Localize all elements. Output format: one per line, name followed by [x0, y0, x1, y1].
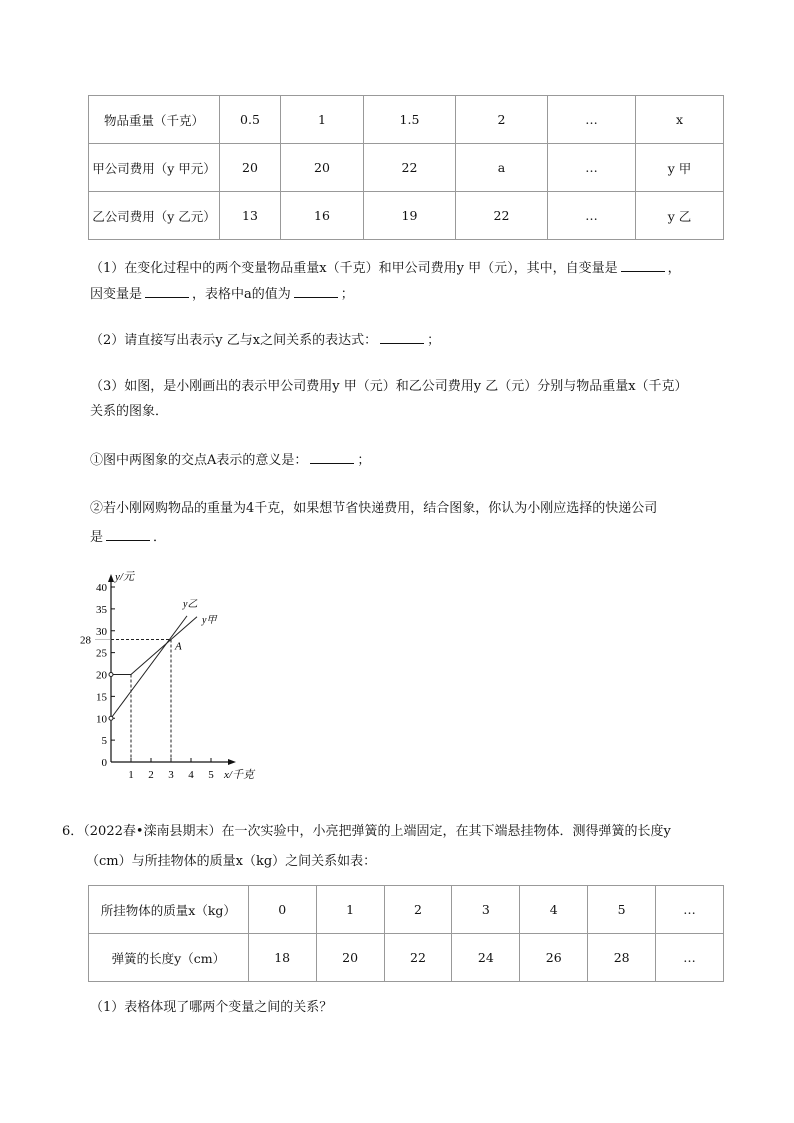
table-cell: 22: [364, 144, 456, 192]
table-spring-length: [88, 885, 724, 982]
q3a-line: [90, 449, 370, 468]
q6-line2: （cm）与所挂物体的质量x（kg）之间关系如表：: [86, 854, 377, 869]
y-tick-label: 0: [101, 757, 107, 769]
q1-text: ，表格中a的值为: [192, 287, 291, 302]
table-row: [89, 192, 724, 240]
y-axis-arrow-icon: [108, 574, 114, 582]
x-axis-arrow-icon: [228, 759, 236, 765]
q3-line1: （3）如图，是小刚画出的表示甲公司费用y 甲（元）和乙公司费用y 乙（元）分别与物品重量x（千克）: [90, 379, 688, 394]
punct: ；: [357, 453, 371, 468]
cost-chart: [71, 560, 286, 790]
open-point: [109, 673, 113, 677]
q2-line: [90, 329, 440, 348]
table-cell: …: [548, 96, 636, 144]
answer-blank[interactable]: [310, 451, 354, 464]
table-cell: 1: [281, 96, 364, 144]
table-row: [89, 934, 724, 982]
table-cell: 20: [220, 144, 281, 192]
table-row: [89, 144, 724, 192]
q3-line2: 关系的图象．: [90, 404, 169, 419]
table-cell: y 甲: [636, 144, 724, 192]
table-row: [89, 96, 724, 144]
table-cell: 4: [520, 886, 588, 934]
y-tick-label: 40: [96, 582, 107, 594]
table-cell: 26: [520, 934, 588, 982]
q2-text: （2）请直接写出表示y 乙与x之间关系的表达式：: [90, 333, 378, 348]
x-tick-label: 4: [188, 769, 194, 781]
dashed-guide: [111, 640, 171, 763]
q1-line1: [90, 257, 681, 276]
x-tick-label: 5: [208, 769, 214, 781]
q3b-text: 是: [90, 530, 104, 545]
q1-text: 因变量是: [90, 287, 143, 302]
table-cell: 2: [456, 96, 548, 144]
table-cell: y 乙: [636, 192, 724, 240]
y-tick-label: 5: [101, 735, 107, 748]
q3b-line1: ②若小刚网购物品的重量为4千克，如果想节省快递费用，结合图象，你认为小刚应选择的快递公司: [90, 501, 658, 516]
x-tick-label: 1: [128, 769, 134, 781]
y-tick-label: 25: [96, 647, 107, 660]
table-cell: 28: [588, 934, 656, 982]
answer-blank[interactable]: [294, 285, 338, 298]
q1-line2: [90, 283, 354, 302]
table-cell: …: [548, 144, 636, 192]
table-cell: 2: [384, 886, 452, 934]
x-tick-label: 3: [168, 769, 174, 781]
y-tick-label: 20: [96, 669, 107, 682]
q3a-text: ①图中两图象的交点A表示的意义是：: [90, 453, 308, 468]
table-cell: 24: [452, 934, 520, 982]
table-cell: 16: [281, 192, 364, 240]
table-cell: 18: [248, 934, 316, 982]
row-header: 甲公司费用（y 甲元）: [89, 144, 220, 192]
answer-blank[interactable]: [380, 331, 424, 344]
open-point: [109, 716, 113, 720]
q1-text: （1）在变化过程中的两个变量物品重量x（千克）和甲公司费用y 甲（元），其中，自变量是: [90, 261, 618, 276]
table-cell: 22: [384, 934, 452, 982]
q3b-line2: [90, 526, 166, 545]
table-cell: …: [656, 886, 724, 934]
q6-sub1: （1）表格体现了哪两个变量之间的关系？: [90, 1000, 333, 1015]
answer-blank[interactable]: [145, 285, 189, 298]
y-tick-label: 30: [96, 625, 107, 638]
table-cell: …: [656, 934, 724, 982]
table-cell: 20: [316, 934, 384, 982]
x-tick-label: 2: [148, 769, 154, 781]
q6-line1: 6．（2022春•滦南县期末）在一次实验中，小亮把弹簧的上端固定，在其下端悬挂物体．测得弹簧的长度y: [62, 824, 671, 839]
table-cell: …: [548, 192, 636, 240]
point-a-label: A: [175, 640, 182, 653]
y-tick-label: 35: [96, 603, 107, 616]
y-tick-label: 28: [80, 634, 91, 647]
answer-blank[interactable]: [106, 528, 150, 541]
series-label-jia: y甲: [202, 615, 217, 626]
table-cell: 0: [248, 886, 316, 934]
punct: ；: [427, 333, 441, 348]
row-header: 物品重量（千克）: [89, 96, 220, 144]
y-tick-label: 10: [96, 713, 107, 726]
table-cell: a: [456, 144, 548, 192]
series-line-jia: [111, 617, 197, 675]
series-label-yi: y乙: [183, 599, 198, 610]
table-cell: 0.5: [220, 96, 281, 144]
table-cell: 3: [452, 886, 520, 934]
punct: ，: [667, 261, 681, 276]
table-cell: 1.5: [364, 96, 456, 144]
table-cell: 5: [588, 886, 656, 934]
table-cell: 22: [456, 192, 548, 240]
row-header: 弹簧的长度y（cm）: [89, 934, 249, 982]
row-header: 所挂物体的质量x（kg）: [89, 886, 249, 934]
punct: ．: [153, 530, 167, 545]
row-header: 乙公司费用（y 乙元）: [89, 192, 220, 240]
punct: ；: [340, 287, 354, 302]
table-row: [89, 886, 724, 934]
series-line-yi: [111, 616, 187, 718]
table-cell: x: [636, 96, 724, 144]
table-cell: 20: [281, 144, 364, 192]
table-cell: 1: [316, 886, 384, 934]
y-axis-label: y/元: [115, 571, 134, 583]
x-axis-label: x/千克: [224, 769, 254, 781]
table-cell: 19: [364, 192, 456, 240]
answer-blank[interactable]: [621, 259, 665, 272]
table-cell: 13: [220, 192, 281, 240]
table-shipping-costs: [88, 95, 724, 240]
y-tick-label: 15: [96, 691, 107, 704]
